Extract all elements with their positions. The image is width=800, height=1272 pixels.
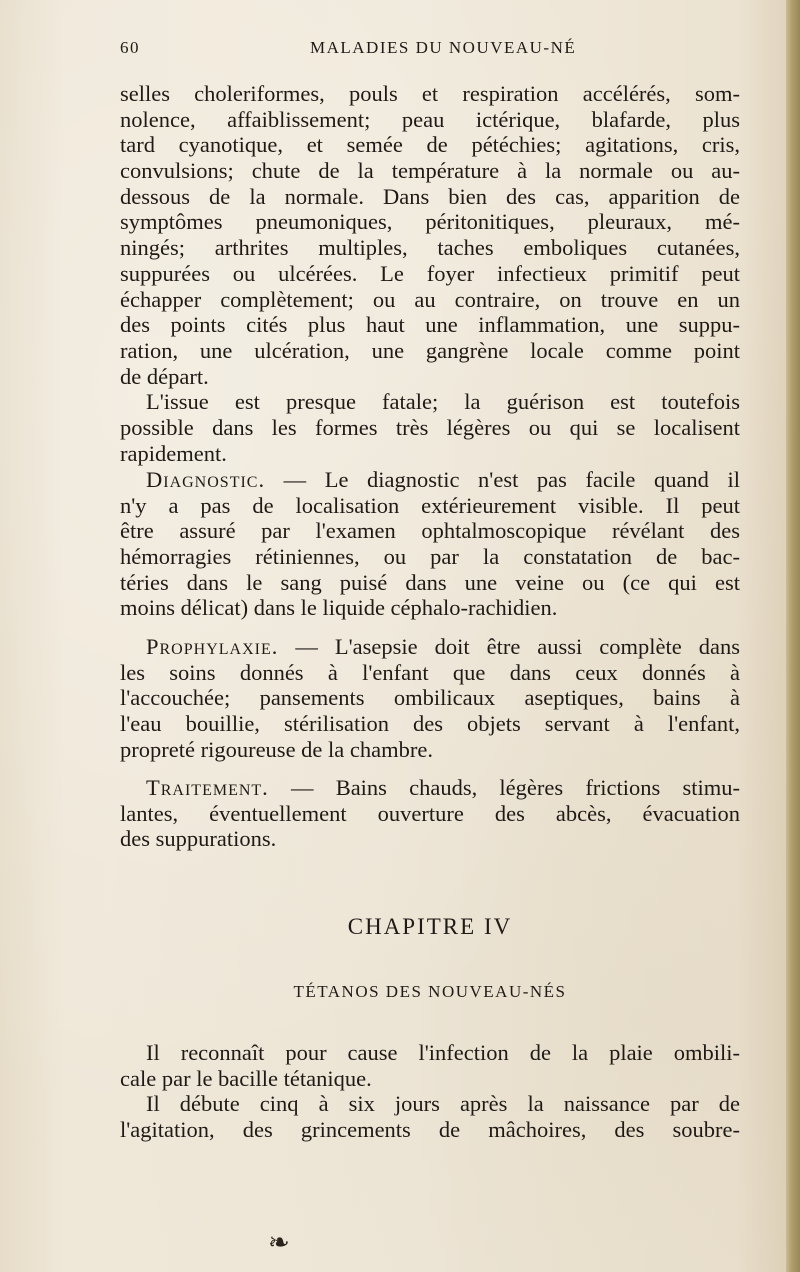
text-line: les soins donnés à l'enfant que dans ceux donnés à	[120, 659, 740, 685]
text-line: convulsions; chute de la température à la normale ou au-	[120, 158, 740, 184]
section-prophylaxie	[120, 634, 740, 762]
section-text: — Bains chauds, légères frictions stimu-	[268, 775, 740, 800]
text-line: de départ.	[120, 363, 209, 389]
text-line: Il débute cinq à six jours après la naissance par de	[146, 1091, 740, 1117]
section-diagnostic	[120, 467, 740, 621]
text-line: rapidement.	[120, 440, 227, 466]
paragraph-symptoms	[120, 81, 740, 466]
text-line: ration, une ulcération, une gangrène locale comme point	[120, 337, 740, 363]
text-line: possible dans les formes très légères ou qui se localisent	[120, 414, 740, 440]
text-line: des suppurations.	[120, 826, 277, 852]
chapter-subtitle: TÉTANOS DES NOUVEAU-NÉS	[293, 982, 567, 1001]
chapter-title: CHAPITRE IV	[347, 914, 513, 939]
text-line: téries dans le sang puisé dans une veine ou (ce qui est	[120, 569, 740, 595]
text-line: hémorragies rétiniennes, ou par la constatation de bac-	[120, 544, 740, 570]
section-text: — L'asepsie doit être aussi complète dans	[278, 634, 740, 659]
page-edge	[786, 0, 800, 1272]
running-head	[120, 38, 740, 62]
text-line: nolence, affaiblissement; peau ictérique, blafarde, plus	[120, 106, 740, 132]
text-line: Il reconnaît pour cause l'infection de la plaie ombili-	[146, 1040, 740, 1065]
section-heading: Diagnostic.	[146, 467, 266, 492]
text-line: cale par le bacille tétanique.	[120, 1065, 372, 1091]
printer-mark-icon: ❧	[268, 1228, 290, 1257]
text-line: suppurées ou ulcérées. Le foyer infectieux primitif peut	[120, 260, 740, 286]
text-line: propreté rigoureuse de la chambre.	[120, 736, 433, 762]
section-heading: Prophylaxie.	[146, 634, 279, 659]
text-line: l'agitation, des grincements de mâchoires, des soubre-	[120, 1117, 740, 1143]
section-text: — Le diagnostic n'est pas facile quand il	[265, 467, 740, 492]
text-line: tard cyanotique, et semée de pétéchies; agitations, cris,	[120, 132, 740, 158]
section-heading: Traitement.	[146, 775, 269, 800]
text-line: L'issue est presque fatale; la guérison est toutefois	[146, 389, 740, 415]
running-title: MALADIES DU NOUVEAU-NÉ	[310, 38, 577, 57]
text-line: des points cités plus haut une inflammation, une suppu-	[120, 312, 740, 338]
paragraph-tetanos	[120, 1040, 740, 1143]
text-line: lantes, éventuellement ouverture des abcès, évacuation	[120, 800, 740, 826]
text-line: ningés; arthrites multiples, taches emboliques cutanées,	[120, 235, 740, 261]
text-line: selles choleriformes, pouls et respiration accélérés, som-	[120, 81, 740, 106]
page-number: 60	[120, 38, 140, 57]
text-line: être assuré par l'examen ophtalmoscopique révélant des	[120, 518, 740, 544]
text-line: dessous de la normale. Dans bien des cas, apparition de	[120, 183, 740, 209]
text-line: échapper complètement; ou au contraire, on trouve en un	[120, 286, 740, 312]
section-first-line	[120, 634, 740, 660]
section-first-line	[120, 467, 740, 493]
section-first-line	[120, 775, 740, 801]
text-line: symptômes pneumoniques, péritonitiques, pleuraux, mé-	[120, 209, 740, 235]
text-line: n'y a pas de localisation extérieurement visible. Il peut	[120, 492, 740, 518]
text-line: l'eau bouillie, stérilisation des objets servant à l'enfant,	[120, 711, 740, 737]
text-line: moins délicat) dans le liquide céphalo-rachidien.	[120, 595, 558, 621]
text-line: l'accouchée; pansements ombilicaux aseptiques, bains à	[120, 685, 740, 711]
section-traitement	[120, 775, 740, 852]
